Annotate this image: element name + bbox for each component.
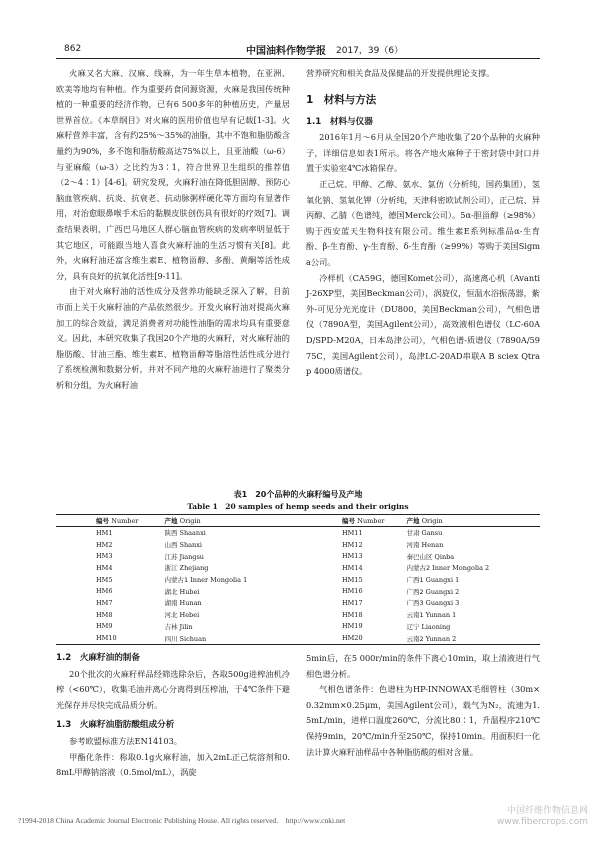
materials-paragraph-2: 正己烷、甲醇、乙醇、氨水、氯仿（分析纯，国药集团），氢氧化钠、氢氧化钾（分析纯，天津科密欧试剂公司），正己烷、异丙醇、乙腈（色谱纯，德国Merck公司）。5α-胆甾醇（≥98%）购于西安蓝天生物科技有限公司。维生素E系列标准品α-生育酚、β-生育酚、γ-生育酚、δ-生育酚（≥99%）等购于美国Sigma公司。	[306, 178, 540, 267]
methylation-paragraph: 甲酯化条件：称取0.1g火麻籽油，加入2mL正己烷溶剂和0.8mL甲醇钠溶液（0.5mol/mL），涡旋	[56, 751, 290, 778]
table-cell-number: HM16	[341, 587, 363, 596]
lower-left-column	[56, 651, 290, 781]
table-cell-number: HM9	[96, 622, 113, 631]
table-cell-origin-en: Inner Mongolia 1	[190, 576, 248, 585]
table-cell-number: HM4	[96, 563, 113, 572]
table-cell-origin-zh: 四川	[164, 634, 178, 643]
header-origin-en: Origin	[179, 517, 201, 525]
table-cell-origin-en: Inner Mongolia 2	[432, 564, 490, 573]
table-cell-origin-en: Yunnan 2	[425, 634, 457, 643]
table-row	[56, 574, 540, 586]
table-cell-number: HM3	[96, 552, 113, 561]
copyright-footer: ?1994-2018 China Academic Journal Electronic Publishing House. All rights reserved. http://www.cnki.net	[18, 816, 346, 825]
table-cell-origin-zh: 河南	[406, 541, 420, 550]
origin-table	[56, 515, 540, 644]
standard-method-paragraph: 参考欧盟标准方法EN14103。	[69, 735, 182, 746]
left-column	[56, 66, 290, 393]
table-cell-origin-zh: 辽宁	[406, 622, 420, 631]
table-row	[56, 562, 540, 574]
right-column	[306, 66, 540, 380]
subsection-heading-1-2: 1.2 火麻籽油的制备	[56, 653, 140, 663]
header-origin-zh: 产地	[164, 517, 178, 525]
table-cell-origin-en: Zhejiang	[179, 564, 209, 573]
header-number-en: Number	[111, 517, 139, 525]
table-cell-number: HM14	[341, 563, 363, 572]
table-cell-origin-en: Gansu	[421, 529, 443, 538]
intro-continuation: 营养研究和相关食品及保健品的开发提供理论支撑。	[306, 68, 495, 78]
table-cell-origin-zh: 吉林	[164, 622, 178, 631]
intro-paragraph-2: 由于对火麻籽油的活性成分及营养功能缺乏深入了解，目前市面上关于火麻籽油的产品依然很少。开发火麻籽油对提高火麻加工的综合效益，满足消费者对功能性油脂的需求均具有重要意义。因此，本研究收集了我国20个产地的火麻籽，对火麻籽油的脂肪酸、甘油三酯、维生素E、植物甾醇等脂溶性活性成分进行了系统检测和数据分析，并对不同产地的火麻籽油进行了聚类分析和分组，为火麻籽油	[56, 286, 290, 390]
table-cell-origin-zh: 云南2	[406, 634, 424, 643]
table-row	[56, 585, 540, 597]
watermark-line-2: www.fibercrops.com	[497, 817, 588, 827]
table-cell-origin-zh: 山西	[164, 541, 178, 550]
lower-right-column	[306, 651, 540, 760]
table-cell-number: HM5	[96, 575, 113, 584]
table-cell-origin-en: Hunan	[179, 599, 202, 608]
table-cell-origin-zh: 河北	[164, 611, 178, 620]
table-cell-origin-en: Guangxi 3	[425, 599, 460, 608]
header-origin-zh-2: 产地	[406, 517, 420, 525]
table-cell-origin-en: Shaanxi	[179, 529, 206, 538]
table-row	[56, 527, 540, 539]
intro-paragraph-1: 火麻又名大麻、汉麻、线麻，为一年生草本植物，在亚洲、欧美等地均有种植。作为重要药食同源资源，火麻是我国传统种植的一种重要的经济作物，已有6 500多年的种植历史，产量居世界首位。《本草纲目》对火麻的医用价值也早有记载[1-3]。火麻籽营养丰富，含有约25%～35%的油脂，其中不饱和脂肪酸含量约为90%，多不饱和脂肪酸高达75%以上，且亚油酸（ω-6）与亚麻酸（ω-3）之比约为3∶1，符合世界卫生组织的推荐值（2～4∶1）[4-6]。研究发现，火麻籽油在降低胆固醇、预防心脑血管疾病、抗炎、抗衰老、抗动脉粥样硬化等方面均有显著作用，对治愈眼鼻喉手术后的黏膜皮肤创伤具有很好的疗效[7]。调查结果表明，广西巴马地区人群心脑血管疾病的发病率明显低于其它地区，可能跟当地人喜食火麻籽油的生活习惯有关[8]。此外，火麻籽油还富含维生素E、植物甾醇、多酚、黄酮等活性成分，具有良好的抗氧化活性[9-11]。	[56, 68, 290, 281]
table-cell-origin-en: Hebei	[179, 611, 200, 620]
table-cell-origin-zh: 浙江	[164, 564, 178, 573]
oil-preparation-paragraph: 20个批次的火麻籽样品经筛选除杂后，各取500g进榨油机冷榨（<60℃），收集毛油并离心分离得到压榨油，于4℃条件下避光保存并尽快完成品质分析。	[56, 668, 290, 710]
materials-paragraph-1: 2016年1月～6月从全国20个产地收集了20个品种的火麻种子，详细信息如表1所示。将各产地火麻种子于密封袋中封口并置于实验室4℃冰箱保存。	[306, 132, 540, 174]
table-cell-number: HM8	[96, 610, 113, 619]
gc-conditions-paragraph: 气相色谱条件：色谱柱为HP-INNOWAX毛细管柱（30m×0.32mm×0.25μm，美国Agilent公司），载气为N₂，流速为1.5mL/min，进样口温度260℃，分流比80∶1，升温程序210℃保持9min，20℃/min升至250℃，保持10min。用面积归一化法计算火麻籽油样品中各种脂肪酸的相对含量。	[306, 684, 540, 757]
header-origin-en-2: Origin	[421, 517, 443, 525]
table-cell-origin-en: Liaoning	[421, 622, 451, 631]
table-cell-origin-en: Jilin	[179, 622, 193, 631]
section-heading-materials-methods: 1 材料与方法	[306, 93, 377, 106]
table-cell-number: HM7	[96, 598, 113, 607]
table-row	[56, 632, 540, 644]
table-cell-origin-zh: 广西2	[406, 587, 424, 596]
table-cell-origin-zh: 甘肃	[406, 529, 420, 538]
table-cell-number: HM19	[341, 622, 363, 631]
table-cell-origin-zh: 内蒙古2	[406, 564, 431, 573]
table-row	[56, 597, 540, 609]
table-caption-zh: 表1 20个品种的火麻籽编号及产地	[233, 490, 363, 499]
journal-issue: 2017，39（6）	[336, 46, 404, 56]
table-cell-origin-en: Henan	[421, 541, 444, 550]
table-row	[56, 609, 540, 621]
table-cell-number: HM10	[96, 634, 117, 643]
table-cell-origin-en: Guangxi 2	[425, 587, 460, 596]
instruments-paragraph: 冷样机（CA59G，德国Komet公司），高速离心机（Avanti J-26XP型，美国Beckman公司），涡旋仪，恒温水浴振荡器，紫外-可见分光光度计（DU800，美国Beckman公司），气相色谱仪（7890A型，美国Agilent公司），高效液相色谱仪（LC-60AD/SPD-M20A，日本岛津公司），气相色谱-质谱仪（7890A/5975C，美国Agilent公司），岛津LC-20AD串联A B sciex Qtrap 4000质谱仪。	[306, 272, 540, 377]
watermark-line-1: 中国纤维作物信息网	[506, 806, 588, 816]
table-cell-origin-zh: 秦巴山区	[406, 552, 433, 561]
header-number-en-2: Number	[357, 517, 385, 525]
page-number: 862	[64, 44, 82, 54]
table-1	[56, 514, 540, 645]
table-cell-number: HM17	[341, 598, 363, 607]
header-number-zh: 编号	[96, 517, 109, 525]
table-cell-origin-en: Hubei	[179, 587, 200, 596]
header-rule	[56, 58, 540, 59]
table-cell-origin-en: Guangxi 1	[425, 576, 460, 585]
table-cell-origin-en: Jiangsu	[179, 552, 204, 561]
table-row	[56, 539, 540, 551]
table-row	[56, 621, 540, 633]
centrifuge-paragraph: 5min后，在5 000r/min的条件下离心10min，取上清液进行气相色谱分析。	[306, 653, 540, 679]
subsection-heading-1-1: 1.1 材料与仪器	[306, 116, 373, 127]
table-cell-number: HM20	[341, 634, 363, 643]
table-cell-origin-zh: 云南1	[406, 611, 424, 620]
table-cell-number: HM18	[341, 610, 363, 619]
table-cell-origin-zh: 江苏	[164, 552, 178, 561]
table-cell-origin-zh: 内蒙古1	[164, 576, 189, 585]
subsection-heading-1-3: 1.3 火麻籽油脂肪酸组成分析	[56, 720, 175, 731]
header-number-zh-2: 编号	[341, 517, 355, 525]
table-cell-number: HM13	[341, 552, 363, 561]
table-header-row	[56, 515, 540, 527]
table-cell-origin-zh: 广西1	[406, 576, 424, 585]
table-cell-origin-zh: 陕西	[164, 529, 178, 538]
table-cell-number: HM6	[96, 587, 113, 596]
table-row	[56, 550, 540, 562]
table-cell-origin-en: Sichuan	[179, 634, 207, 643]
table-cell-number: HM12	[341, 540, 363, 549]
journal-title: 中国油料作物学报	[246, 46, 326, 57]
table-cell-origin-en: Qinba	[434, 552, 455, 561]
table-cell-number: HM15	[341, 575, 363, 584]
table-cell-origin-en: Shanxi	[179, 541, 202, 550]
table-cell-origin-zh: 湖北	[164, 587, 178, 596]
table-cell-origin-en: Yunnan 1	[425, 611, 457, 620]
watermark	[470, 806, 588, 828]
table-caption-en: Table 1 20 samples of hemp seeds and their origins	[187, 502, 409, 511]
table-cell-number: HM2	[96, 540, 113, 549]
table-cell-number: HM11	[341, 528, 363, 537]
table-cell-number: HM1	[96, 528, 113, 537]
table-cell-origin-zh: 湖南	[164, 599, 178, 608]
table-cell-origin-zh: 广西3	[406, 599, 424, 608]
